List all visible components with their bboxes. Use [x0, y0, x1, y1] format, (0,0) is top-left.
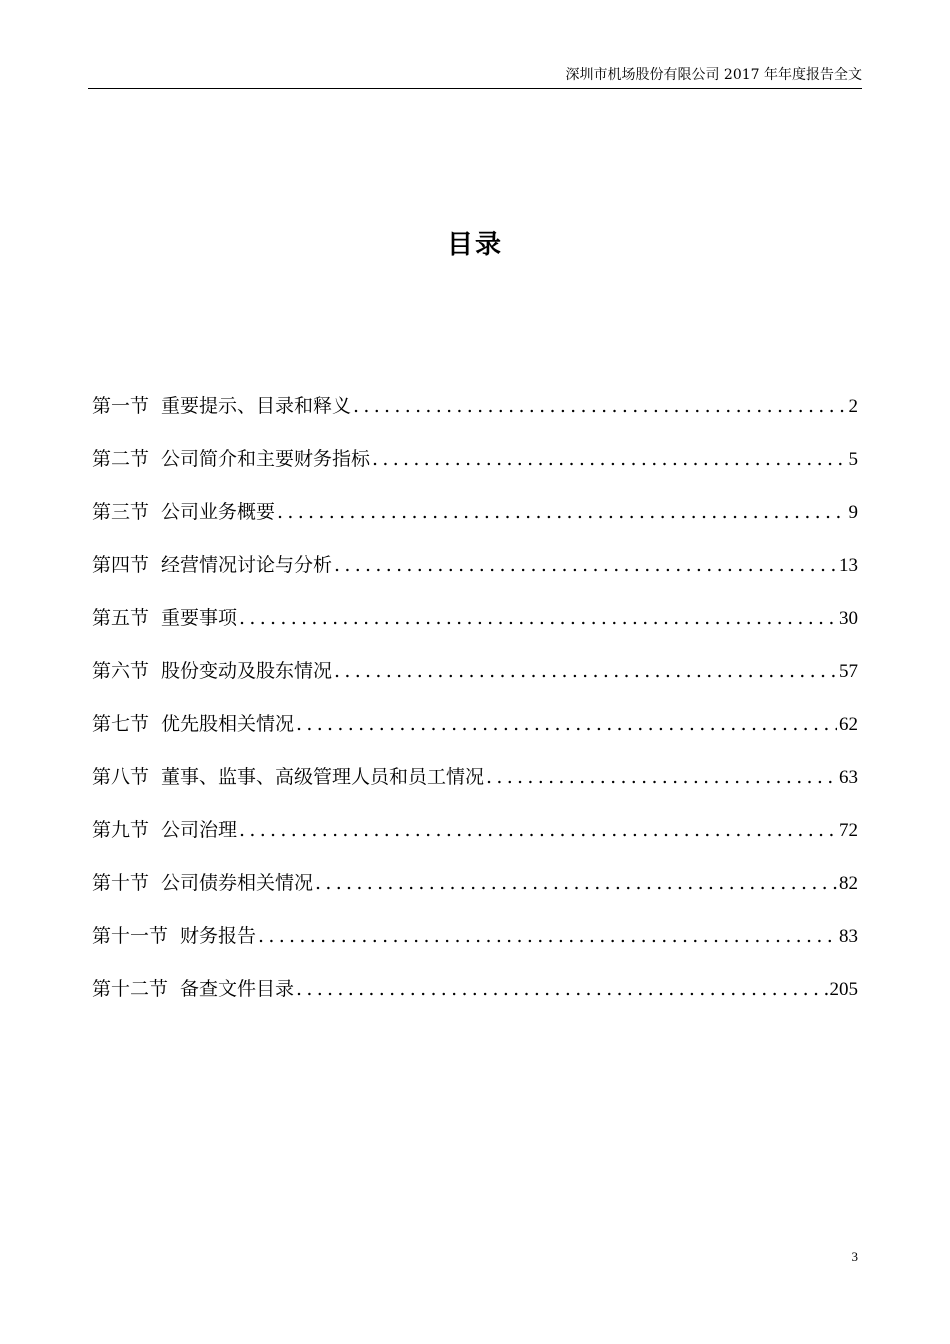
- toc-page-number: 72: [839, 820, 858, 841]
- toc-heading: 公司简介和主要财务指标: [161, 448, 371, 470]
- header-rule: [88, 88, 862, 89]
- toc-page-number: 205: [829, 979, 858, 1000]
- toc-entry-3[interactable]: [92, 494, 858, 547]
- toc-heading: 董事、监事、高级管理人员和员工情况: [161, 766, 485, 788]
- toc-entry-11[interactable]: [92, 918, 858, 971]
- toc-entry-7[interactable]: [92, 706, 858, 759]
- toc-leader-dots: [296, 971, 827, 1007]
- toc-entry-2[interactable]: [92, 441, 858, 494]
- toc-page-number: 9: [848, 502, 858, 523]
- toc-heading: 经营情况讨论与分析: [161, 554, 333, 576]
- toc-entry-5[interactable]: [92, 600, 858, 653]
- toc-section-label: 第九节: [92, 819, 150, 841]
- toc-page-number: 63: [839, 767, 858, 788]
- toc-leader-dots: [334, 653, 837, 689]
- toc-page-number: 57: [839, 661, 858, 682]
- toc-heading: 优先股相关情况: [161, 713, 295, 735]
- toc-page-number: 2: [848, 396, 858, 417]
- toc-page-number: 62: [839, 714, 858, 735]
- toc-page-number: 30: [839, 608, 858, 629]
- toc-leader-dots: [486, 759, 837, 795]
- toc-heading: 财务报告: [180, 925, 257, 947]
- toc-section-label: 第十二节: [92, 978, 169, 1000]
- toc-section-label: 第三节: [92, 501, 150, 523]
- toc-section-label: 第八节: [92, 766, 150, 788]
- toc-section-label: 第六节: [92, 660, 150, 682]
- toc-leader-dots: [315, 865, 837, 901]
- toc-leader-dots: [353, 388, 846, 424]
- toc-entry-8[interactable]: [92, 759, 858, 812]
- toc-entry-6[interactable]: [92, 653, 858, 706]
- toc-heading: 股份变动及股东情况: [161, 660, 333, 682]
- toc-entry-12[interactable]: [92, 971, 858, 1024]
- toc-page-number: 83: [839, 926, 858, 947]
- toc-section-label: 第七节: [92, 713, 150, 735]
- page-footer-number: 3: [851, 1249, 858, 1264]
- page-title: 目录: [446, 230, 503, 260]
- toc-entry-4[interactable]: [92, 547, 858, 600]
- toc-page-number: 5: [848, 449, 858, 470]
- toc-entry-10[interactable]: [92, 865, 858, 918]
- toc-heading: 公司业务概要: [161, 501, 276, 523]
- toc-entry-1[interactable]: [92, 388, 858, 441]
- toc-leader-dots: [296, 706, 837, 742]
- toc-heading: 公司债券相关情况: [161, 872, 314, 894]
- toc-section-label: 第十一节: [92, 925, 169, 947]
- toc-section-label: 第五节: [92, 607, 150, 629]
- toc-heading: 备查文件目录: [180, 978, 295, 1000]
- toc-page-number: 13: [839, 555, 858, 576]
- running-header: 深圳市机场股份有限公司 2017 年年度报告全文: [565, 67, 862, 83]
- toc-leader-dots: [334, 547, 837, 583]
- toc-heading: 重要事项: [161, 607, 238, 629]
- toc-page-number: 82: [839, 873, 858, 894]
- toc-heading: 公司治理: [161, 819, 238, 841]
- toc-entry-9[interactable]: [92, 812, 858, 865]
- toc-leader-dots: [239, 812, 837, 848]
- toc-leader-dots: [372, 441, 846, 477]
- toc-section-label: 第二节: [92, 448, 150, 470]
- toc-section-label: 第一节: [92, 395, 150, 417]
- toc-leader-dots: [277, 494, 846, 530]
- table-of-contents: [92, 388, 858, 1024]
- toc-heading: 重要提示、目录和释义: [161, 395, 352, 417]
- toc-section-label: 第十节: [92, 872, 150, 894]
- toc-leader-dots: [239, 600, 837, 636]
- toc-leader-dots: [258, 918, 837, 954]
- toc-section-label: 第四节: [92, 554, 150, 576]
